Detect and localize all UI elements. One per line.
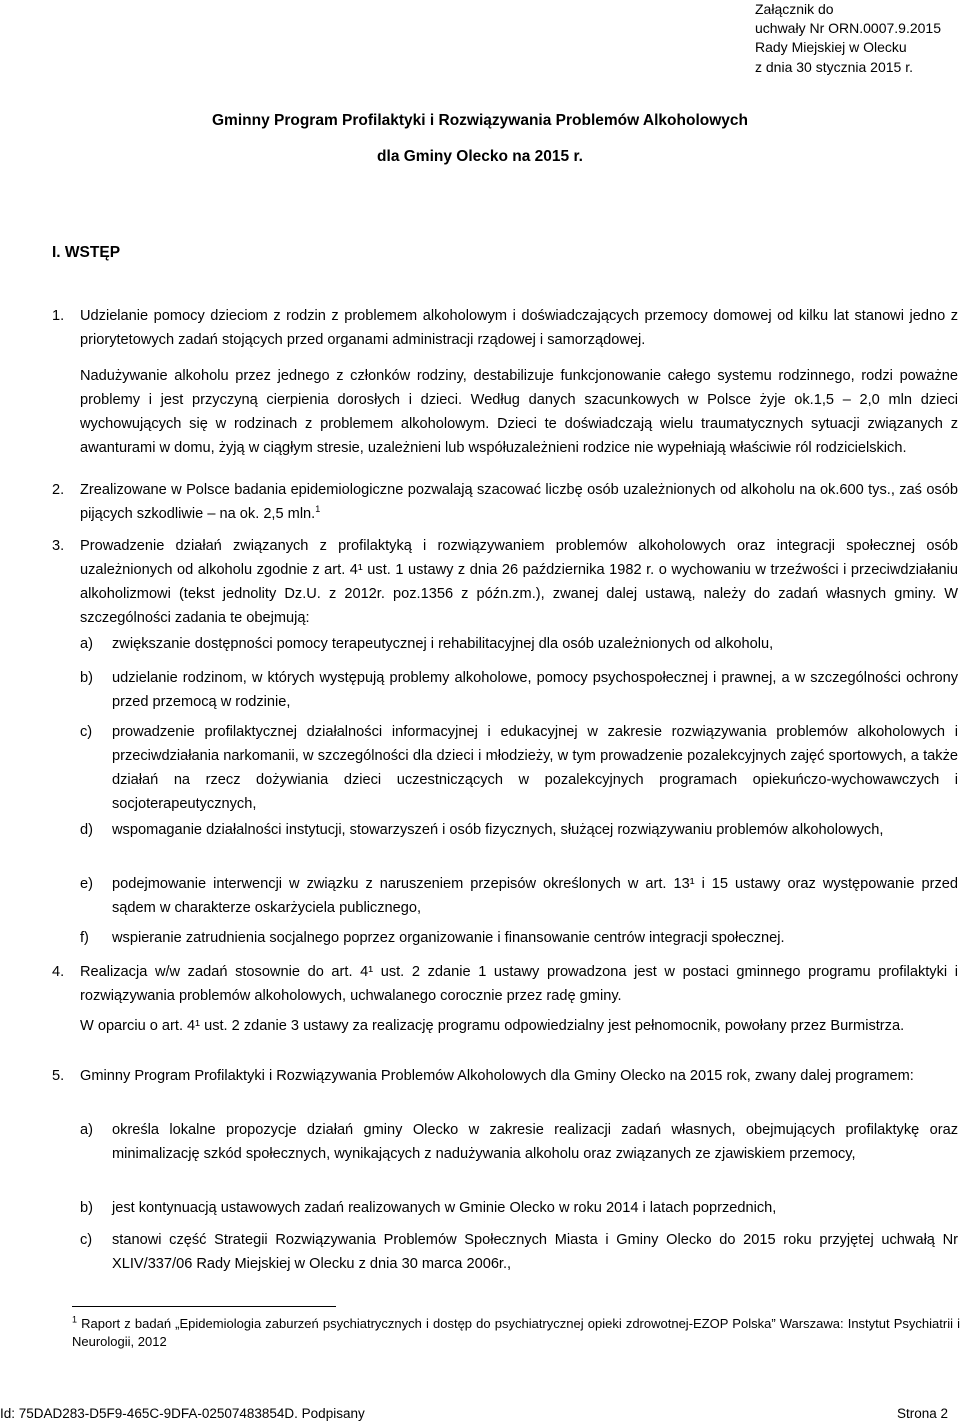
paragraph-1: Udzielanie pomocy dzieciom z rodzin z problemem alkoholowym i doświadczających przemocy domowej od kilku lat stanowi jedno z priorytetowych zadań stojących przed organami administracji rządowej i samorządowej.	[80, 308, 958, 348]
paragraph-2-text: Zrealizowane w Polsce badania epidemiologiczne pozwalają szacować liczbę osób uzależnionych od alkoholu na ok.600 tys., zaś osób pijących szkodliwie – na ok. 2,5 mln.	[80, 482, 958, 522]
item-number: 1.	[52, 308, 65, 324]
section-heading: I. WSTĘP	[52, 244, 121, 261]
sub-label: b)	[80, 1200, 93, 1216]
item-number: 3.	[52, 538, 65, 554]
sub-item-3a: zwiększanie dostępności pomocy terapeutycznej i rehabilitacyjnej dla osób uzależnionych od alkoholu,	[112, 636, 774, 652]
paragraph-3: Prowadzenie działań związanych z profilaktyką i rozwiązywaniem problemów alkoholowych oraz integracji społecznej osób uzależnionych od alkoholu zgodnie z art. 4¹ ust. 1 ustawy z dnia 26 października 1982 r. o wychowaniu w trzeźwości i przeciwdziałaniu alkoholizmowi (tekst jednolity Dz.U. z 2012r. poz.1356 z późn.zm.), zwanej dalej ustawą, należy do zadań własnych gminy. W szczególności zadania te obejmują:	[80, 538, 958, 626]
paragraph-1b: Nadużywanie alkoholu przez jednego z członków rodziny, destabilizuje funkcjonowanie całego systemu rodzinnego, rodzi poważne problemy i jest przyczyną cierpienia dorosłych i dzieci. Według danych szacunkowych w Polsce żyje ok.1,5 – 2,0 mln dzieci wychowujących się w rodzinach z problemem alkoholowym. Dzieci te doświadczają wielu traumatycznych sytuacji związanych z awanturami w domu, żyją w ciągłym stresie, uzależnieni lub współuzależnieni rodzice nie wypełniają właściwie ról rodzicielskich.	[80, 368, 958, 456]
sub-label: b)	[80, 670, 93, 686]
sub-label: a)	[80, 1122, 93, 1138]
sub-item-5b: jest kontynuacją ustawowych zadań realizowanych w Gminie Olecko w roku 2014 i latach poprzednich,	[112, 1200, 777, 1216]
sub-item-5a: określa lokalne propozycje działań gminy Olecko w zakresie realizacji zadań własnych, obejmujących profilaktykę oraz minimalizację szkód społecznych, wynikających z nadużywania alkoholu oraz związanych ze zjawiskiem przemocy,	[112, 1122, 958, 1162]
paragraph-4: Realizacja w/w zadań stosownie do art. 4¹ ust. 2 zdanie 1 ustawy prowadzona jest w postaci gminnego programu profilaktyki i rozwiązywania problemów alkoholowych, uchwalanego corocznie przez radę gminy.	[80, 964, 958, 1004]
item-number: 5.	[52, 1068, 65, 1084]
attachment-note	[755, 0, 955, 77]
item-number: 4.	[52, 964, 65, 980]
page-number: Strona 2	[896, 1406, 948, 1421]
sub-label: e)	[80, 876, 93, 892]
footnote-mark: 1	[72, 1314, 78, 1325]
footnote-text: Raport z badań „Epidemiologia zaburzeń psychiatrycznych i dostęp do psychiatrycznej opieki zdrowotnej-EZOP Polska” Warszawa: Instytut Psychiatrii i Neurologii, 2012	[72, 1316, 960, 1349]
attachment-line: Rady Miejskiej w Olecku	[755, 39, 907, 56]
sub-item-3d: wspomaganie działalności instytucji, stowarzyszeń i osób fizycznych, służącej rozwiązywaniu problemów alkoholowych,	[112, 822, 884, 838]
item-number: 2.	[52, 482, 65, 498]
paragraph-5: Gminny Program Profilaktyki i Rozwiązywania Problemów Alkoholowych dla Gminy Olecko na 2015 rok, zwany dalej programem:	[80, 1068, 914, 1084]
attachment-line: z dnia 30 stycznia 2015 r.	[755, 58, 913, 75]
sub-item-3b: udzielanie rodzinom, w których występują problemy alkoholowe, pomocy psychospołecznej i prawnej, a w szczególności ochrony przed przemocą w rodzinie,	[112, 670, 958, 710]
footnote-divider	[72, 1306, 336, 1307]
attachment-line: Załącznik do	[755, 1, 834, 17]
paragraph-4b: W oparciu o art. 4¹ ust. 2 zdanie 3 ustawy za realizację programu odpowiedzialny jest pełnomocnik, powołany przez Burmistrza.	[80, 1018, 905, 1034]
document-title: Gminny Program Profilaktyki i Rozwiązywania Problemów Alkoholowych	[211, 112, 748, 129]
footnote-ref[interactable]: 1	[315, 504, 321, 515]
attachment-line: uchwały Nr ORN.0007.9.2015	[755, 20, 941, 37]
sub-label: a)	[80, 636, 93, 652]
sub-label: c)	[80, 724, 93, 740]
paragraph-2	[80, 478, 958, 526]
sub-label: d)	[80, 822, 93, 838]
sub-item-3e: podejmowanie interwencji w związku z naruszeniem przepisów określonych w art. 13¹ i 15 ustawy oraz występowanie przed sądem w charakterze oskarżyciela publicznego,	[112, 876, 958, 916]
sub-item-3c: prowadzenie profilaktycznej działalności informacyjnej i edukacyjnej w zakresie rozwiązywania problemów alkoholowych i przeciwdziałania narkomanii, w szczególności dla dzieci i młodzieży, w tym prowadzenie pozalekcyjnych zajęć sportowych, a także działań na rzecz dożywiania dzieci uczestniczących w pozalekcyjnych programach opiekuńczo-wychowawczych i socjoterapeutycznych,	[112, 724, 958, 812]
sub-item-3f: wspieranie zatrudnienia socjalnego poprzez organizowanie i finansowanie centrów integracji społecznej.	[112, 930, 785, 946]
document-id: Id: 75DAD283-D5F9-465C-9DFA-02507483854D. Podpisany	[0, 1406, 365, 1421]
sub-label: f)	[80, 930, 89, 946]
footnote	[72, 1315, 960, 1351]
sub-item-5c: stanowi część Strategii Rozwiązywania Problemów Społecznych Miasta i Gminy Olecko do 2015 roku przyjętej uchwałą Nr XLIV/337/06 Rady Miejskiej w Olecku z dnia 30 marca 2006r.,	[112, 1232, 958, 1272]
document-subtitle: dla Gminy Olecko na 2015 r.	[377, 148, 583, 165]
sub-label: c)	[80, 1232, 93, 1248]
